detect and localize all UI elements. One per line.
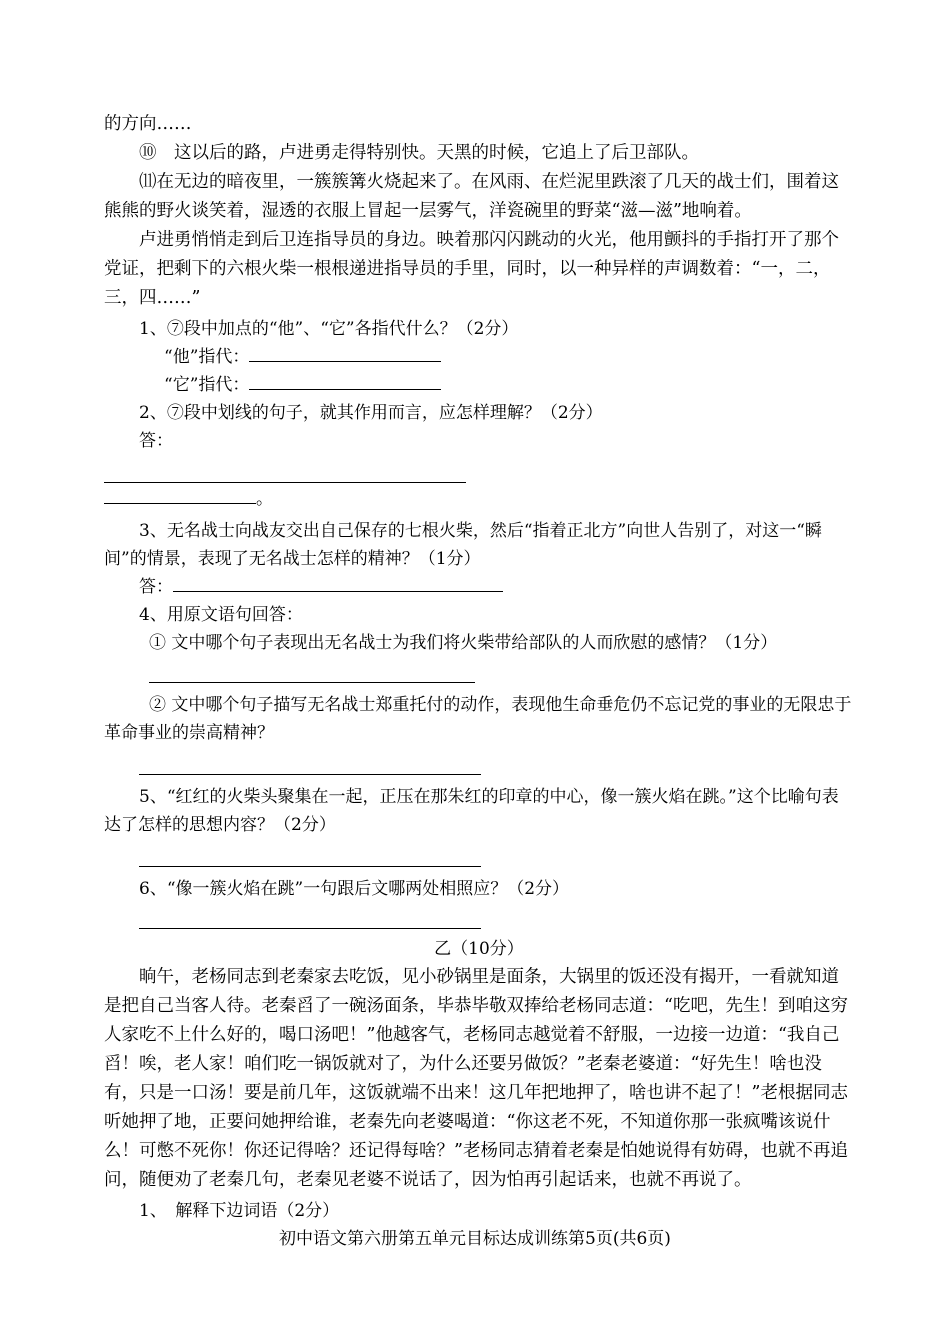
question-4-1-answer-row: [104, 657, 854, 687]
question-4-1: ① 文中哪个句子表现出无名战士为我们将火柴带给部队的人而欣慰的感情？（1分）: [149, 633, 778, 653]
answer-blank-ta[interactable]: [249, 371, 441, 390]
question-1-he-label: “他”指代：: [164, 347, 250, 367]
answer-line-q4-2[interactable]: [139, 773, 481, 775]
page-footer: 初中语文第六册第五单元目标达成训练第5页(共6页): [279, 1229, 671, 1249]
question-2-answer-line-1-row: [104, 455, 854, 483]
question-2-answer-label: 答：: [139, 431, 173, 451]
answer-line-q6[interactable]: [139, 927, 481, 929]
question-4: 4、用原文语句回答：: [139, 605, 303, 625]
question-3-answer-label: 答：: [139, 577, 173, 597]
question-1-ta-row: [104, 371, 854, 399]
question-2-answer-line-2-row: [104, 485, 854, 513]
passage-continuation: 的方向……: [104, 114, 192, 134]
question-1: 1、⑦段中加点的“他”、“它”各指代什么？（2分）: [139, 319, 519, 339]
answer-line-q2-2[interactable]: [104, 485, 256, 504]
question-3: 3、无名战士向战友交出自己保存的七根火柴，然后“指着正北方”向世人告别了，对这一“瞬间”的情景，表现了无名战士怎样的精神？（1分）: [104, 521, 822, 569]
question-1-ta-label: “它”指代：: [164, 375, 250, 395]
answer-line-q2-1[interactable]: [104, 481, 466, 483]
question-6: 6、“像一簇火焰在跳”一句跟后文哪两处相照应？（2分）: [139, 879, 570, 899]
question-2-end-mark: 。: [256, 489, 273, 509]
question-6-answer-row: [104, 903, 854, 933]
passage-paragraph-12: 卢进勇悄悄走到后卫连指导员的身边。映着那闪闪跳动的火光，他用颤抖的手指打开了那个党证，把剩下的六根火柴一根根递进指导员的手里，同时，以一种异样的声调数着：“一，二，三，四……”: [104, 230, 839, 308]
answer-blank-he[interactable]: [249, 343, 441, 362]
section-yi-heading: 乙（10分）: [434, 939, 524, 959]
answer-line-q4-1[interactable]: [149, 681, 475, 683]
question-4-2-answer-row: [104, 747, 854, 777]
question-3-answer-row: [104, 573, 854, 601]
question-1-he-row: [104, 343, 854, 371]
answer-blank-q3[interactable]: [173, 573, 503, 592]
question-4-2: ② 文中哪个句子描写无名战士郑重托付的动作，表现他生命垂危仍不忘记党的事业的无限忠于革命事业的崇高精神？: [104, 695, 852, 743]
section-yi-passage: 晌午，老杨同志到老秦家去吃饭，见小砂锅里是面条，大锅里的饭还没有揭开，一看就知道是把自己当客人待。老秦舀了一碗汤面条，毕恭毕敬双捧给老杨同志道：“吃吧，先生！到咱这穷人家吃不上什么好的，喝口汤吧！”他越客气，老杨同志越觉着不舒服，一边接一边道：“我自己舀！唉，老人家！咱们吃一锅饭就对了，为什么还要另做饭？”老秦老婆道：“好先生！啥也没有，只是一口汤！要是前几年，这饭就端不出来！这几年把地押了，啥也讲不起了！”老根据同志听她押了地，正要问她押给谁，老秦先向老婆喝道：“你这老不死，不知道你那一张疯嘴该说什么！可憋不死你！你还记得啥？还记得每啥？”老杨同志猜着老秦是怕她说得有妨碍，也就不再追问，随便劝了老秦几句，老秦见老婆不说话了，因为怕再引起话来，也就不再说了。: [104, 967, 848, 1190]
question-5: 5、“红红的火柴头聚集在一起，正压在那朱红的印章的中心，像一簇火焰在跳。”这个比喻句表达了怎样的思想内容？（2分）: [104, 787, 839, 835]
page-body: [104, 110, 854, 1225]
passage-paragraph-11: ⑾在无边的暗夜里，一簇簇篝火烧起来了。在风雨、在烂泥里跌滚了几天的战士们，围着这熊熊的野火谈笑着，湿透的衣服上冒起一层雾气，洋瓷碗里的野菜“滋—滋”地响着。: [104, 172, 839, 221]
question-5-answer-row: [104, 839, 854, 869]
section-yi-question-1: 1、 解释下边词语（2分）: [139, 1201, 340, 1221]
passage-paragraph-10: ⑩ 这以后的路，卢进勇走得特别快。天黑的时候，它追上了后卫部队。: [139, 143, 699, 163]
answer-line-q5[interactable]: [139, 865, 481, 867]
question-2: 2、⑦段中划线的句子，就其作用而言，应怎样理解？（2分）: [139, 403, 603, 423]
